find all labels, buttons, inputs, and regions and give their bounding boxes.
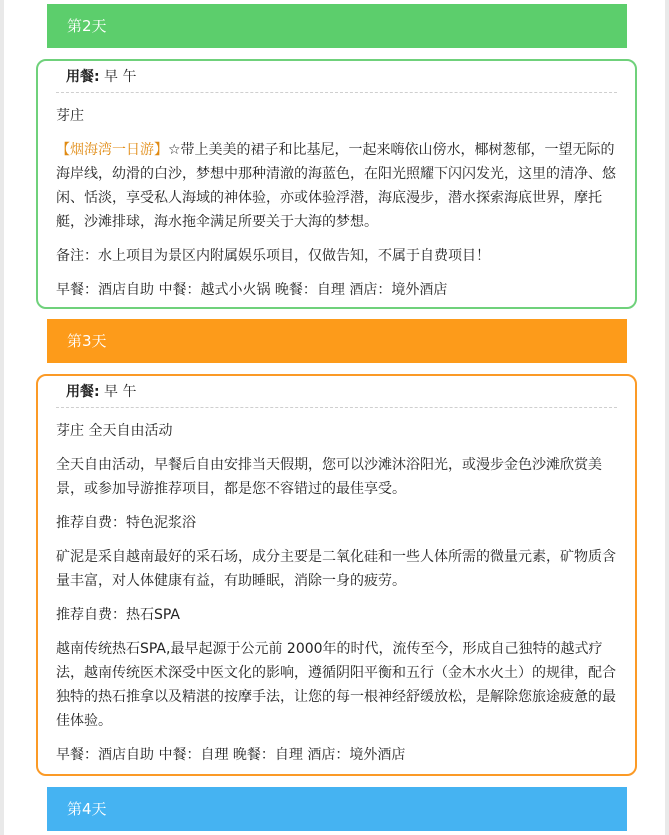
day-3-header[interactable] [47, 319, 627, 363]
day-2-card [36, 59, 637, 309]
day-3-meal-label: 用餐: [66, 384, 100, 400]
day-3-rec2-text: 越南传统热石SPA,最早起源于公元前 2000年的时代，流传至今，形成自己独特的越式疗法，越南传统医术深受中医文化的影响，遵循阴阳平衡和五行（金木水火土）的规律，配合独特的热石推拿以及精湛的按摩手法，让您的每一根神经舒缓放松，是解除您旅途疲惫的最佳体验。 [56, 641, 616, 729]
day-3-meals: 早餐：酒店自助 中餐：自理 晚餐：自理 酒店：境外酒店 [56, 747, 406, 763]
day-4-title: 第4天 [67, 800, 107, 818]
day-3-meal-value: 早 午 [99, 384, 137, 400]
day-2-meal-header [56, 63, 617, 93]
day-2-description: ☆带上美美的裙子和比基尼，一起来嗨依山傍水，椰树葱郁，一望无际的海岸线，幼滑的白沙，梦想中那种清澈的海蓝色，在阳光照耀下闪闪发光，这里的清净、悠闲、恬淡，享受私人海域的神体验，亦或体验浮潜，海底漫步，潜水探索海底世界，摩托艇，沙滩排球，海水拖伞满足所要关于大海的梦想。 [56, 142, 616, 230]
day-3-rec1-title: 推荐自费：特色泥浆浴 [56, 515, 196, 531]
page-right-edge [665, 0, 669, 835]
day-3-title: 第3天 [67, 332, 107, 350]
day-2-meal-label: 用餐: [66, 69, 100, 85]
day-2-meals: 早餐：酒店自助 中餐：越式小火锅 晚餐：自理 酒店：境外酒店 [56, 282, 448, 298]
day-2-highlight: 【烟海湾一日游】 [56, 142, 168, 158]
day-2-location: 芽庄 [56, 108, 84, 124]
day-2-header[interactable] [47, 4, 627, 48]
day-2-meal-value: 早 午 [99, 69, 137, 85]
page-left-edge [0, 0, 4, 835]
day-4-header[interactable] [47, 787, 627, 831]
day-3-intro: 全天自由活动，早餐后自由安排当天假期，您可以沙滩沐浴阳光，或漫步金色沙滩欣赏美景，或参加导游推荐项目，都是您不容错过的最佳享受。 [56, 457, 602, 497]
day-3-card [36, 374, 637, 776]
day-3-location: 芽庄 全天自由活动 [56, 423, 173, 439]
day-3-rec1-text: 矿泥是采自越南最好的采石场，成分主要是二氧化硅和一些人体所需的微量元素，矿物质含量丰富，对人体健康有益，有助睡眠，消除一身的疲劳。 [56, 549, 616, 589]
day-3-meal-header [56, 378, 617, 408]
day-2-title: 第2天 [67, 17, 107, 35]
day-2-description-block [56, 138, 617, 234]
day-3-rec2-title: 推荐自费：热石SPA [56, 607, 181, 623]
day-2-note: 备注：水上项目为景区内附属娱乐项目，仅做告知，不属于自费项目！ [56, 248, 490, 264]
